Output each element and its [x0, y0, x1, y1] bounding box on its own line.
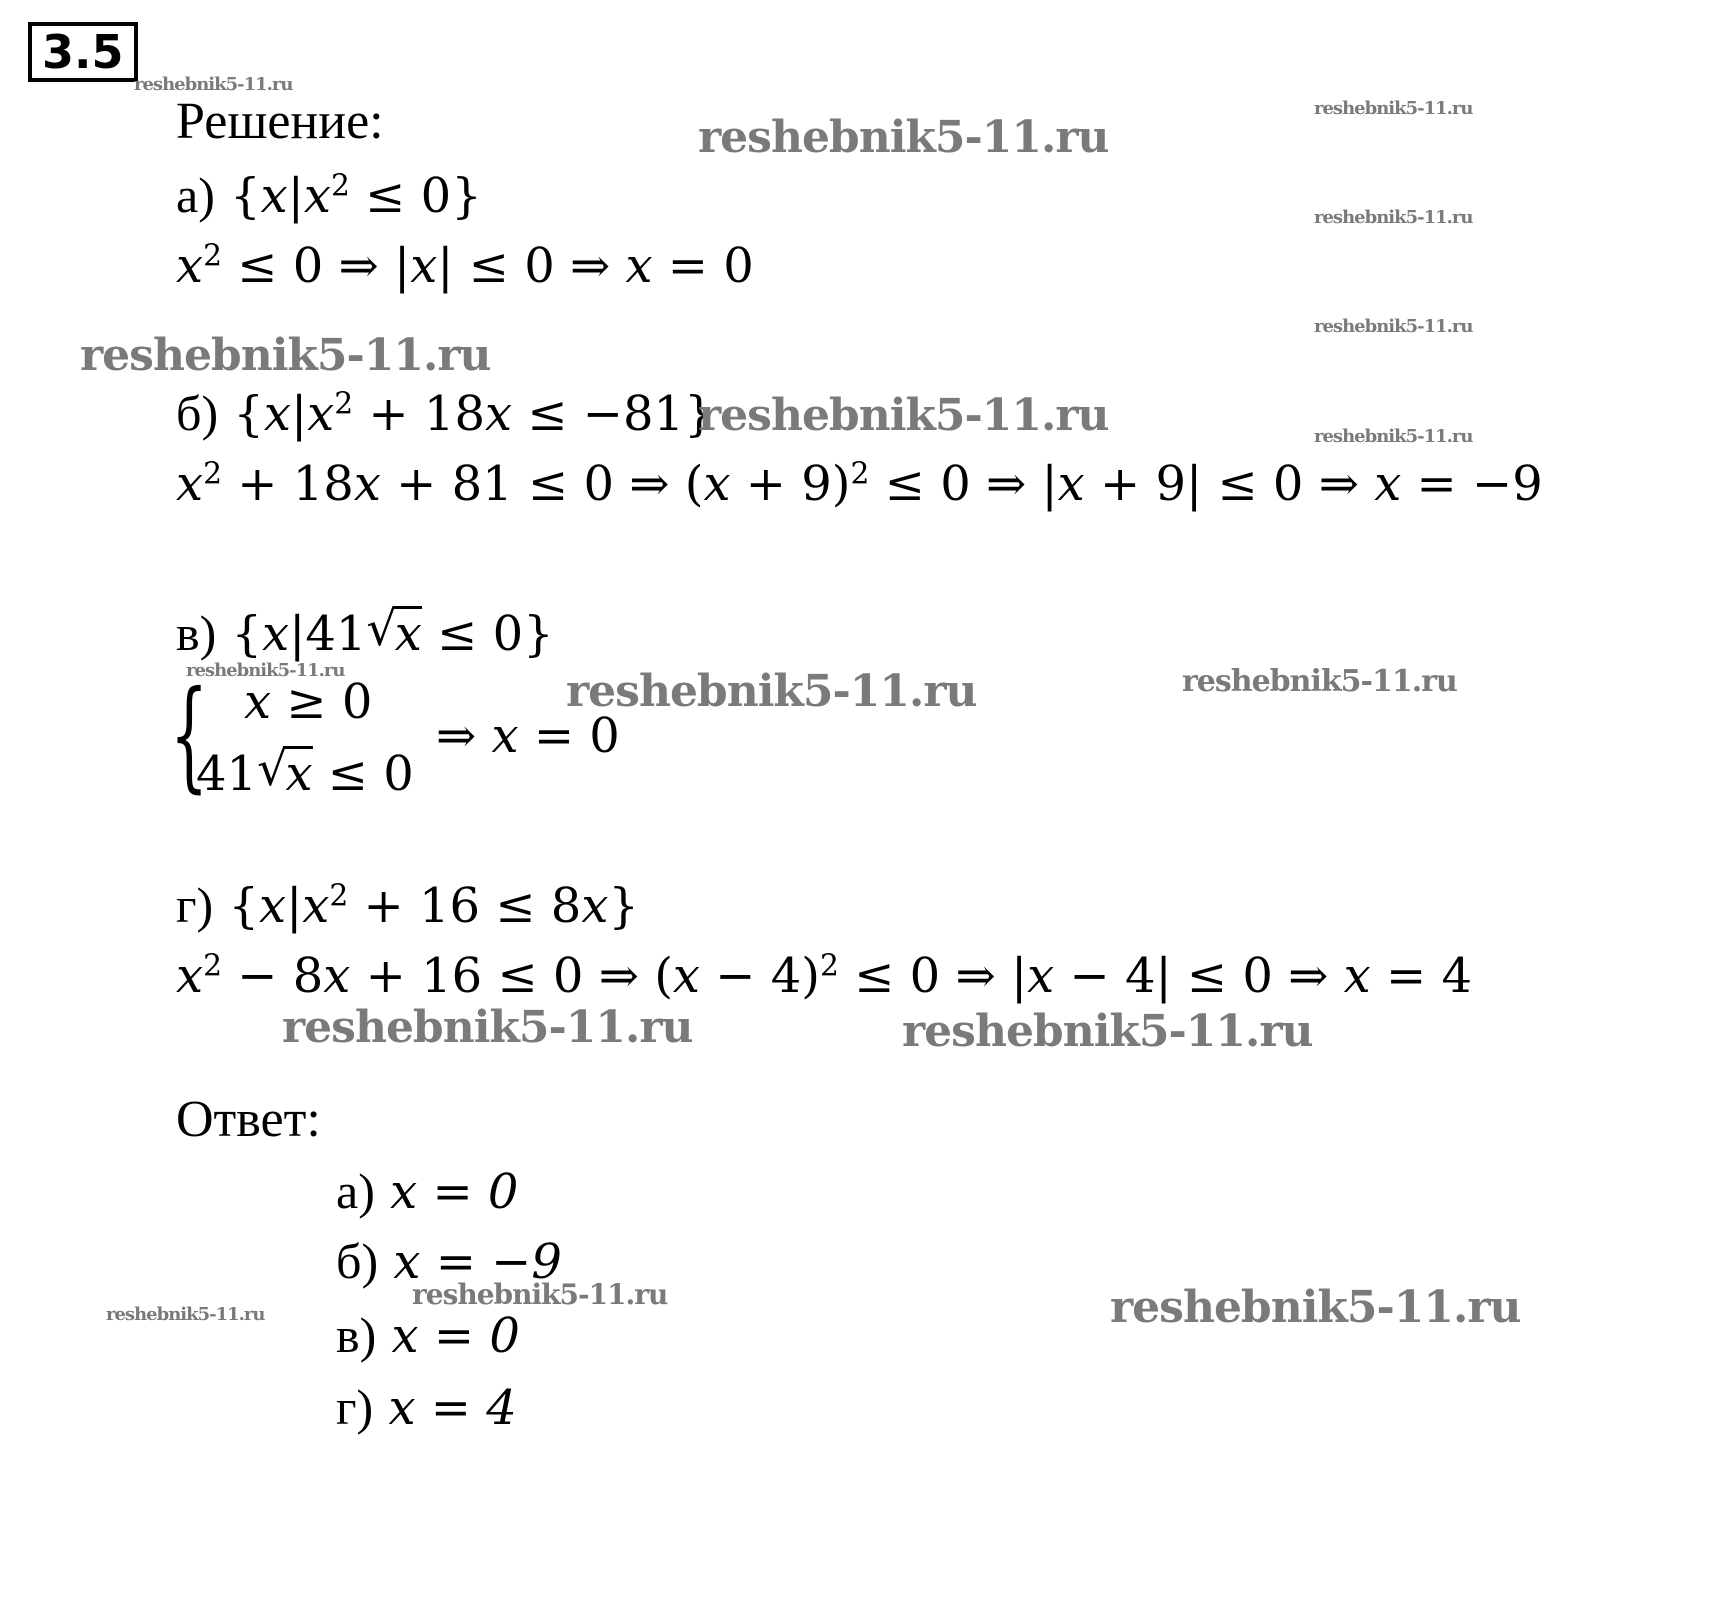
part-v-label: в)	[176, 605, 217, 661]
watermark: reshebnik5-11.ru	[1314, 98, 1473, 119]
watermark: reshebnik5-11.ru	[1110, 1282, 1521, 1333]
watermark: reshebnik5-11.ru	[902, 1006, 1313, 1057]
watermark: reshebnik5-11.ru	[698, 390, 1109, 441]
part-g-set: $\{x|x^2 + 16 \le 8x\}$	[228, 878, 639, 934]
part-g-label: г)	[176, 877, 214, 933]
watermark: reshebnik5-11.ru	[80, 330, 491, 381]
watermark: reshebnik5-11.ru	[106, 1304, 265, 1325]
watermark: reshebnik5-11.ru	[1314, 426, 1473, 447]
answer-a: а) x = 0	[336, 1163, 519, 1220]
problem-number: 3.5	[28, 22, 138, 82]
answer-v: в) x = 0	[336, 1307, 520, 1364]
watermark: reshebnik5-11.ru	[566, 666, 977, 717]
answer-b: б) x = −9	[336, 1233, 562, 1290]
watermark: reshebnik5-11.ru	[1314, 207, 1473, 228]
watermark: reshebnik5-11.ru	[186, 660, 345, 681]
answer-heading: Ответ:	[176, 1091, 321, 1148]
part-v-system-line1: x ≥ 0	[244, 674, 373, 730]
watermark: reshebnik5-11.ru	[282, 1002, 693, 1053]
part-v-system-line2: 41√ x ≤ 0	[196, 746, 414, 799]
solution-heading: Решение:	[176, 93, 384, 150]
watermark: reshebnik5-11.ru	[1182, 664, 1457, 699]
part-a-label: а)	[176, 167, 215, 223]
system-brace: {	[170, 666, 209, 805]
part-v-set: {x|41√ x ≤ 0}	[232, 606, 554, 662]
part-b-derivation: $x^2 + 18x + 81 \le 0$ ⇒ $(x + 9)^2 \le 0$ ⇒ |x + 9| ≤ 0 ⇒ x = −9	[176, 456, 1543, 512]
part-a-derivation: $x^2 \le 0$ ⇒ |x| ≤ 0 ⇒ x = 0	[176, 238, 754, 294]
part-a-statement	[176, 167, 482, 224]
watermark: reshebnik5-11.ru	[134, 74, 293, 95]
part-b-label: б)	[176, 385, 219, 441]
watermark: reshebnik5-11.ru	[1314, 316, 1473, 337]
part-g-statement	[176, 877, 639, 934]
part-v-conclusion: ⇒ x = 0	[436, 708, 620, 764]
part-a-set: $\{x|x^2 \le 0\}$	[230, 168, 482, 224]
part-b-set: $\{x|x^2 + 18x \le -81\}$	[233, 386, 715, 442]
part-v-statement	[176, 605, 554, 662]
answer-g: г) x = 4	[336, 1379, 517, 1436]
part-b-statement	[176, 385, 715, 442]
part-g-derivation: $x^2 - 8x + 16 \le 0$ ⇒ $(x - 4)^2 \le 0$ ⇒ |x − 4| ≤ 0 ⇒ x = 4	[176, 948, 1473, 1004]
watermark: reshebnik5-11.ru	[412, 1278, 668, 1311]
watermark: reshebnik5-11.ru	[698, 112, 1109, 163]
